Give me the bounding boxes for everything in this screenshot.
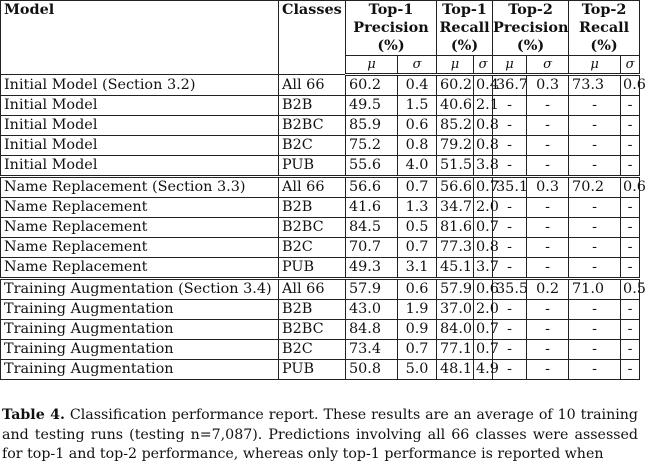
std-cell: 5.0 [398,360,437,380]
mu-header: μ [569,56,621,75]
class-cell: B2BC [279,116,346,136]
header-top1-precision-l3: (%) [377,37,405,54]
std-cell: 3.8 [474,156,493,177]
std-cell: - [621,96,640,116]
std-cell: 0.6 [474,279,493,300]
caption-label: Table 4. [2,407,65,423]
std-cell: 0.8 [474,116,493,136]
mean-cell: 79.2 [437,136,474,156]
mean-cell: 73.4 [346,340,398,360]
mean-cell: - [493,340,527,360]
header-top2-precision-l2: Precision [493,19,569,36]
mean-cell: 85.9 [346,116,398,136]
class-cell: B2C [279,340,346,360]
header-classes: Classes [279,1,346,75]
std-cell: 0.8 [474,136,493,156]
std-cell: - [527,116,569,136]
mean-cell: 35.5 [493,279,527,300]
mean-cell: - [493,156,527,177]
std-cell: - [621,218,640,238]
mean-cell: - [569,300,621,320]
mean-cell: - [569,156,621,177]
model-cell: Name Replacement [1,238,279,258]
std-cell: 0.8 [398,136,437,156]
mean-cell: 85.2 [437,116,474,136]
std-cell: 0.6 [621,75,640,96]
std-cell: 0.7 [398,238,437,258]
class-cell: PUB [279,360,346,380]
std-cell: 0.5 [398,218,437,238]
mean-cell: 70.7 [346,238,398,258]
std-cell: 0.7 [474,320,493,340]
std-cell: - [527,238,569,258]
header-top1-precision-l2: Precision [353,19,429,36]
mean-cell: 71.0 [569,279,621,300]
mean-cell: 35.1 [493,177,527,198]
std-cell: 0.7 [474,177,493,198]
sigma-header: σ [527,56,569,75]
mean-cell: - [493,96,527,116]
model-cell: Training Augmentation (Section 3.4) [1,279,279,300]
mean-cell: 49.3 [346,258,398,279]
class-cell: B2BC [279,320,346,340]
sigma-header: σ [621,56,640,75]
std-cell: - [621,320,640,340]
header-top2-recall-l2: Recall [578,19,630,36]
model-cell: Training Augmentation [1,340,279,360]
class-cell: All 66 [279,75,346,96]
header-top2-recall-l1: Top-2 [581,1,627,18]
mu-header: μ [346,56,398,75]
caption-text: Classification performance report. These results are an average of 10 training and testing runs (testing n=7,087). Predictions involving all 66 classes were assessed for top-1 and top-2 performance, whereas only top-1 performance is reported when [2,407,638,462]
mean-cell: 34.7 [437,198,474,218]
table-body [1,75,646,380]
mean-cell: 36.7 [493,75,527,96]
mean-cell: 50.8 [346,360,398,380]
mean-cell: - [569,198,621,218]
model-cell: Training Augmentation [1,360,279,380]
mean-cell: - [493,136,527,156]
std-cell: 0.7 [474,340,493,360]
std-cell: - [527,300,569,320]
std-cell: - [621,360,640,380]
header-row [1,1,640,56]
std-cell: 0.4 [398,75,437,96]
header-top2-recall-l3: (%) [590,37,618,54]
std-cell: 0.7 [398,177,437,198]
class-cell: B2BC [279,218,346,238]
std-cell: - [527,198,569,218]
std-cell: - [527,136,569,156]
std-cell: - [621,136,640,156]
model-cell: Name Replacement [1,258,279,279]
class-cell: All 66 [279,279,346,300]
mean-cell: - [493,300,527,320]
std-cell: 0.3 [527,177,569,198]
std-cell: 2.1 [474,96,493,116]
mean-cell: 37.0 [437,300,474,320]
table-row [1,320,640,340]
std-cell: 4.0 [398,156,437,177]
mean-cell: 56.6 [437,177,474,198]
std-cell: - [527,96,569,116]
model-cell: Initial Model (Section 3.2) [1,75,279,96]
std-cell: 0.7 [474,218,493,238]
mean-cell: 60.2 [346,75,398,96]
class-cell: B2C [279,238,346,258]
std-cell: - [621,258,640,279]
std-cell: 0.5 [621,279,640,300]
mean-cell: - [569,136,621,156]
model-cell: Initial Model [1,116,279,136]
mean-cell: 55.6 [346,156,398,177]
std-cell: - [621,156,640,177]
mean-cell: - [493,360,527,380]
table-row [1,177,640,198]
header-top1-precision [346,1,437,56]
class-cell: B2C [279,136,346,156]
std-cell: 1.5 [398,96,437,116]
mean-cell: - [569,360,621,380]
mean-cell: 70.2 [569,177,621,198]
header-top2-precision-l3: (%) [516,37,545,54]
model-cell: Name Replacement [1,198,279,218]
table-row [1,96,640,116]
std-cell: - [527,218,569,238]
table-row [1,218,640,238]
sigma-header: σ [398,56,437,75]
std-cell: 3.7 [474,258,493,279]
std-cell: 0.8 [474,238,493,258]
class-cell: PUB [279,156,346,177]
std-cell: 2.0 [474,300,493,320]
std-cell: - [621,340,640,360]
mean-cell: 60.2 [437,75,474,96]
std-cell: - [621,300,640,320]
std-cell: 2.0 [474,198,493,218]
mean-cell: 51.5 [437,156,474,177]
std-cell: 4.9 [474,360,493,380]
mu-header: μ [493,56,527,75]
table-row [1,258,640,279]
std-cell: - [527,340,569,360]
mean-cell: - [569,218,621,238]
mean-cell: 77.1 [437,340,474,360]
mu-header: μ [437,56,474,75]
std-cell: 0.6 [398,279,437,300]
table-row [1,198,640,218]
model-cell: Training Augmentation [1,320,279,340]
mean-cell: - [493,198,527,218]
header-top2-recall [569,1,640,56]
sigma-header: σ [474,56,493,75]
std-cell: 1.9 [398,300,437,320]
header-model: Model [1,1,279,75]
class-cell: B2B [279,300,346,320]
std-cell: - [527,360,569,380]
mean-cell: 84.0 [437,320,474,340]
std-cell: 0.6 [398,116,437,136]
std-cell: 0.9 [398,320,437,340]
mean-cell: - [493,238,527,258]
model-cell: Initial Model [1,96,279,116]
table-caption [2,406,638,465]
class-cell: B2B [279,198,346,218]
std-cell: 0.2 [527,279,569,300]
mean-cell: 81.6 [437,218,474,238]
mean-cell: 49.5 [346,96,398,116]
mean-cell: 41.6 [346,198,398,218]
mean-cell: - [569,116,621,136]
std-cell: - [621,116,640,136]
std-cell: 0.4 [474,75,493,96]
model-cell: Training Augmentation [1,300,279,320]
mean-cell: - [569,258,621,279]
mean-cell: 57.9 [437,279,474,300]
mean-cell: - [569,238,621,258]
class-cell: PUB [279,258,346,279]
std-cell: - [527,156,569,177]
class-cell: B2B [279,96,346,116]
std-cell: 1.3 [398,198,437,218]
header-top1-recall-l2: Recall [439,19,490,36]
table-row [1,279,640,300]
mean-cell: - [493,218,527,238]
header-top2-precision-l1: Top-2 [508,1,553,18]
class-cell: All 66 [279,177,346,198]
mean-cell: 75.2 [346,136,398,156]
model-cell: Initial Model [1,156,279,177]
mean-cell: - [569,96,621,116]
header-top2-precision [493,1,569,56]
model-cell: Name Replacement (Section 3.3) [1,177,279,198]
mean-cell: 57.9 [346,279,398,300]
mean-cell: 84.5 [346,218,398,238]
std-cell: 0.3 [527,75,569,96]
std-cell: - [527,258,569,279]
mean-cell: - [493,258,527,279]
header-top1-recall-l3: (%) [450,37,479,54]
mean-cell: 48.1 [437,360,474,380]
table-row [1,300,640,320]
mean-cell: 56.6 [346,177,398,198]
std-cell: 0.7 [398,340,437,360]
mean-cell: 84.8 [346,320,398,340]
table-row [1,156,640,177]
mean-cell: 45.1 [437,258,474,279]
header-top1-precision-l1: Top-1 [368,1,414,18]
table-row [1,340,640,360]
std-cell: 3.1 [398,258,437,279]
mean-cell: 40.6 [437,96,474,116]
mean-cell: 73.3 [569,75,621,96]
mean-cell: - [569,340,621,360]
table-row [1,360,640,380]
mean-cell: 77.3 [437,238,474,258]
std-cell: 0.6 [621,177,640,198]
table-row [1,136,640,156]
model-cell: Name Replacement [1,218,279,238]
mean-cell: - [493,116,527,136]
header-top1-recall-l1: Top-1 [442,1,487,18]
mean-cell: 43.0 [346,300,398,320]
mean-cell: - [569,320,621,340]
table-row [1,116,640,136]
mean-cell: - [493,320,527,340]
header-top1-recall [437,1,493,56]
model-cell: Initial Model [1,136,279,156]
std-cell: - [621,198,640,218]
std-cell: - [527,320,569,340]
table-row [1,75,640,96]
std-cell: - [621,238,640,258]
table-row [1,238,640,258]
